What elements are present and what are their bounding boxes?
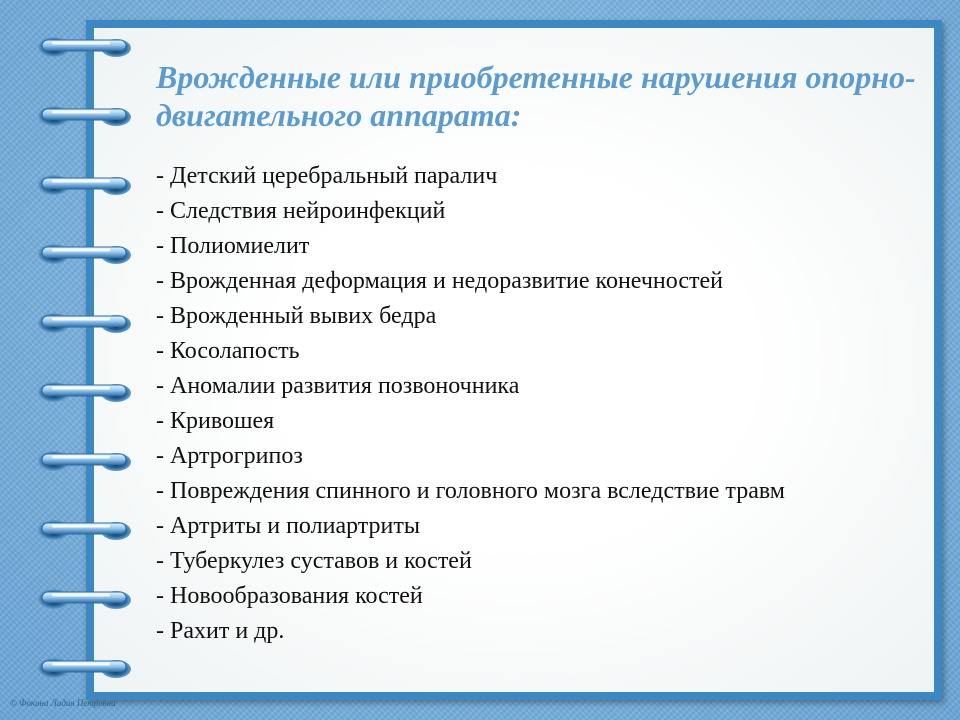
list-item: - Артрогрипоз	[156, 443, 303, 469]
list-item: - Повреждения спинного и головного мозга вследствие травм	[156, 478, 785, 504]
spiral-binding-ring-icon	[32, 586, 138, 612]
spiral-binding-ring-icon	[32, 103, 138, 129]
condition-list	[156, 159, 876, 649]
list-item: - Полиомиелит	[156, 233, 310, 259]
list-item: - Рахит и др.	[156, 618, 285, 644]
list-item: - Кривошея	[156, 408, 275, 434]
list-item: - Косолапость	[156, 338, 300, 364]
spiral-binding-ring-icon	[32, 448, 138, 474]
spiral-binding-ring-icon	[32, 241, 138, 267]
list-item: - Новообразования костей	[156, 583, 423, 609]
spiral-binding-ring-icon	[32, 655, 138, 681]
list-item: - Врожденный вывих бедра	[156, 303, 437, 329]
copyright-text: © Фокина Лидия Петровна	[10, 698, 116, 708]
spiral-binding-ring-icon	[32, 310, 138, 336]
spiral-binding-ring-icon	[32, 379, 138, 405]
list-item: - Аномалии развития позвоночника	[156, 373, 520, 399]
list-item: - Следствия нейроинфекций	[156, 198, 446, 224]
list-item: - Детский церебральный паралич	[156, 163, 498, 189]
spiral-binding-ring-icon	[32, 172, 138, 198]
paper-sheet	[94, 28, 934, 692]
list-item: - Туберкулез суставов и костей	[156, 548, 472, 574]
notebook-page	[86, 20, 942, 700]
page-title: Врожденные или приобретенные нарушения опорно-двигательного аппарата:	[156, 59, 916, 133]
list-item: - Врожденная деформация и недоразвитие конечностей	[156, 268, 723, 294]
list-item: - Артриты и полиартриты	[156, 513, 421, 539]
spiral-binding-ring-icon	[32, 517, 138, 543]
spiral-binding-ring-icon	[32, 34, 138, 60]
